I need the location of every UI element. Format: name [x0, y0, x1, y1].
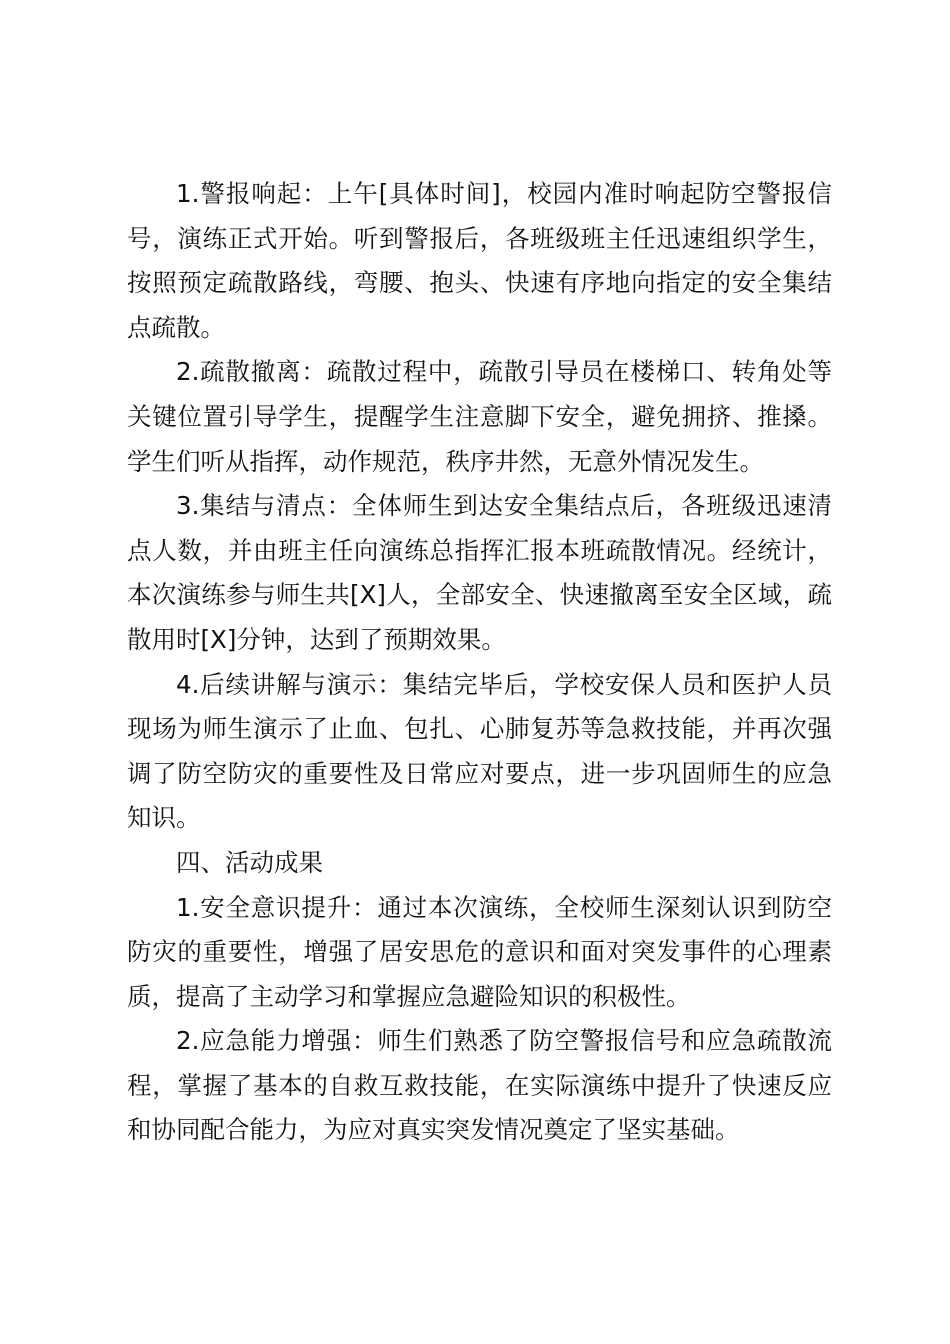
paragraph-evacuation: 2.疏散撤离：疏散过程中，疏散引导员在楼梯口、转角处等关键位置引导学生，提醒学生注意脚下安全，避免拥挤、推搡。学生们听从指挥，动作规范，秩序井然，无意外情况发生。	[127, 357, 832, 476]
paragraph-alarm: 1.警报响起：上午[具体时间]，校园内准时响起防空警报信号，演练正式开始。听到警报后，各班级班主任迅速组织学生，按照预定疏散路线，弯腰、抱头、快速有序地向指定的安全集结点疏散。	[127, 179, 832, 342]
paragraph-emergency-ability: 2.应急能力增强：师生们熟悉了防空警报信号和应急疏散流程，掌握了基本的自救互救技能，在实际演练中提升了快速反应和协同配合能力，为应对真实突发情况奠定了坚实基础。	[127, 1026, 832, 1145]
paragraph-assembly: 3.集结与清点：全体师生到达安全集结点后，各班级迅速清点人数，并由班主任向演练总指挥汇报本班疏散情况。经统计，本次演练参与师生共[X]人，全部安全、快速撤离至安全区域，疏散用时[X]分钟，达到了预期效果。	[127, 491, 832, 654]
paragraph-demonstration: 4.后续讲解与演示：集结完毕后，学校安保人员和医护人员现场为师生演示了止血、包扎、心肺复苏等急救技能，并再次强调了防空防灾的重要性及日常应对要点，进一步巩固师生的应急知识。	[127, 669, 832, 833]
document-body	[127, 172, 832, 1153]
paragraph-safety-awareness: 1.安全意识提升：通过本次演练，全校师生深刻认识到防空防灾的重要性，增强了居安思危的意识和面对突发事件的心理素质，提高了主动学习和掌握应急避险知识的积极性。	[127, 892, 832, 1011]
section-heading-results: 四、活动成果	[176, 847, 323, 877]
